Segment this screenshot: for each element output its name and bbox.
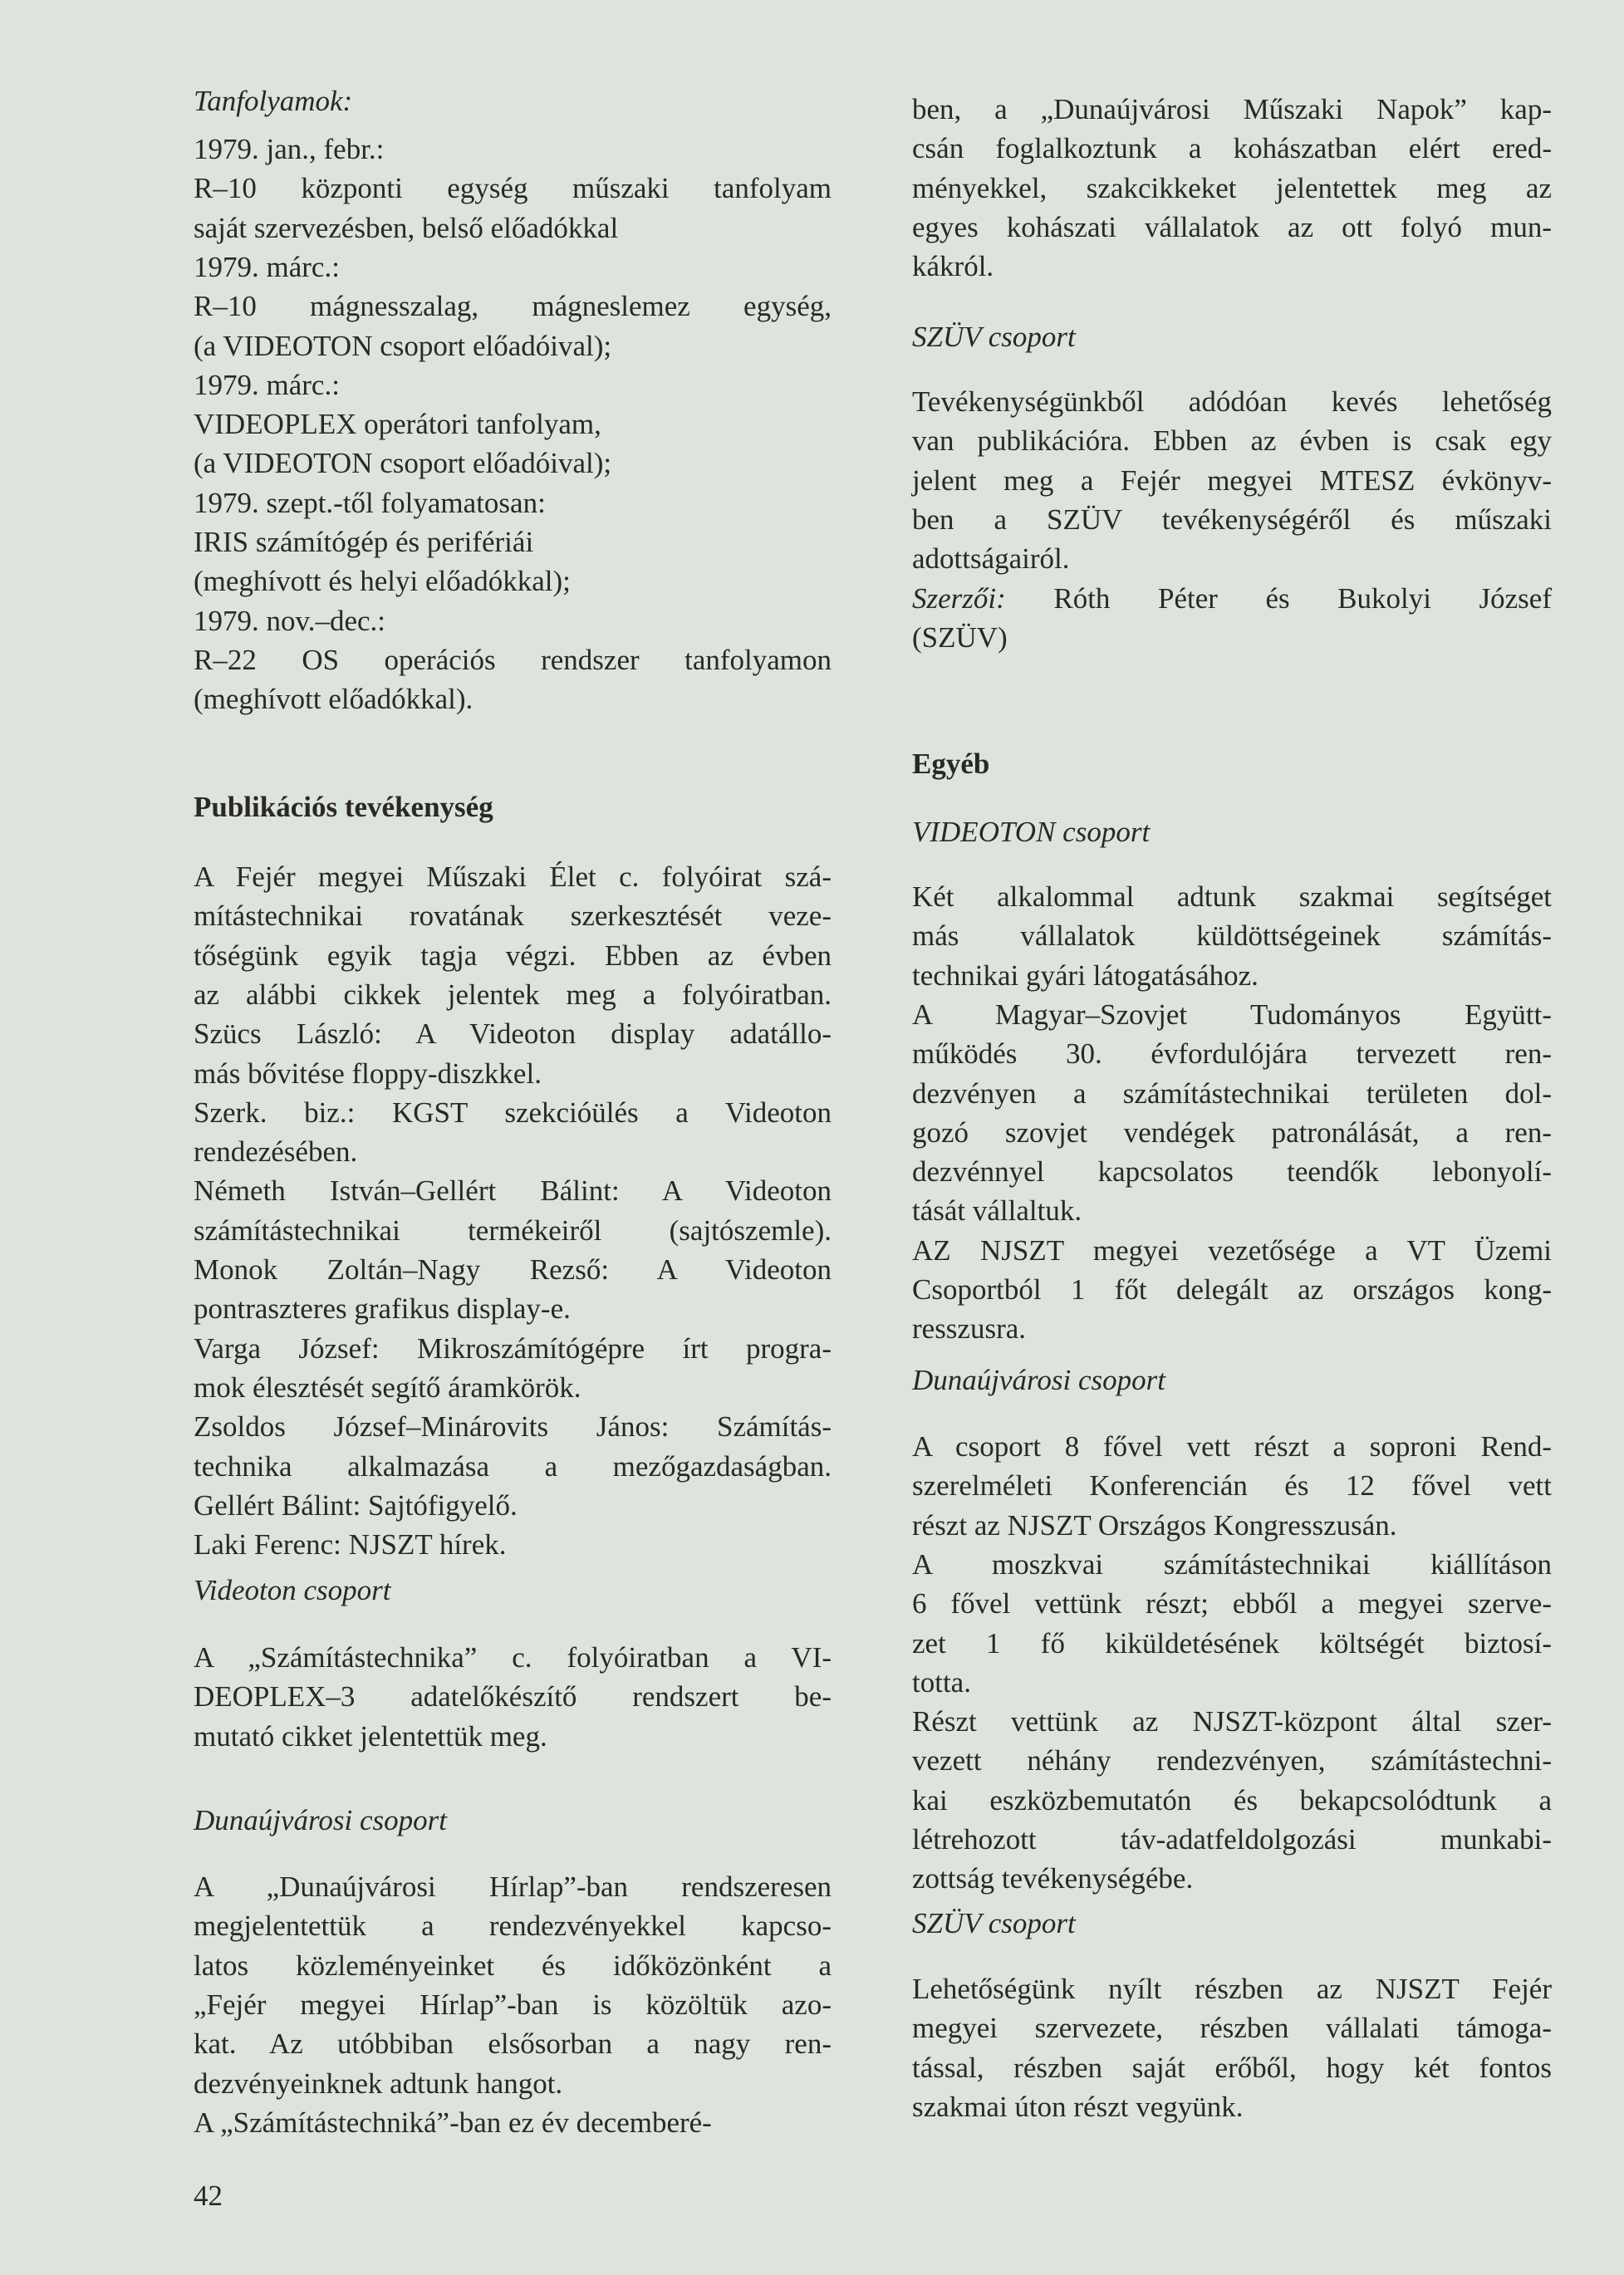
paragraph-line: Lehetőségünk nyílt részben az NJSZT Fejér [912,1973,1552,2005]
paragraph-line: 1979. márc.: [194,368,340,401]
paragraph-line: létrehozott táv-adatfeldolgozási munkabi- [912,1823,1552,1856]
authors-names: Róth Péter és Bukolyi József [1005,581,1552,615]
paragraph-line: A Fejér megyei Műszaki Élet c. folyóirat szá- [194,860,832,893]
paragraph-line: Részt vettünk az NJSZT-központ által szer- [912,1705,1552,1738]
paragraph-line: saját szervezésben, belső előadókkal [194,211,619,244]
paragraph-line: mok élesztését segítő áramkörök. [194,1370,581,1404]
section-heading: Publikációs tevékenység [194,791,493,823]
section-subheading: Videoton csoport [194,1574,391,1606]
paragraph-line: ben a SZÜV tevékenységéről és műszaki [912,503,1552,536]
paragraph-line: A „Dunaújvárosi Hírlap”-ban rendszeresen [194,1871,832,1903]
paragraph-line: (a VIDEOTON csoport előadóival); [194,329,612,362]
paragraph-line: dezvényen a számítástechnikai területen dol- [912,1076,1552,1110]
paragraph-line: rendezésében. [194,1135,358,1169]
paragraph-line: zet 1 fő kiküldetésének költségét biztosí- [912,1626,1552,1660]
section-subheading: SZÜV csoport [912,1907,1076,1939]
paragraph-line: megyei szervezete, részben vállalati támoga- [912,2012,1552,2045]
paragraph-line: (meghívott előadókkal). [194,683,473,716]
section-subheading: Tanfolyamok: [194,85,353,117]
section-heading: Egyéb [912,748,990,780]
paragraph-line: Laki Ferenc: NJSZT hírek. [194,1528,507,1562]
paragraph-line: R–22 OS operációs rendszer tanfolyamon [194,643,832,676]
paragraph-line: Csoportból 1 főt delegált az országos kong- [912,1273,1552,1306]
paragraph-line: más vállalatok küldöttségeinek számítás- [912,919,1552,953]
paragraph-line: szakmai úton részt vegyünk. [912,2090,1244,2123]
paragraph-line: tással, részben saját erőből, hogy két fontos [912,2051,1552,2084]
section-subheading: Dunaújvárosi csoport [194,1804,447,1836]
paragraph-line: latos közleményeinket és időközönként a [194,1949,832,1982]
paragraph-line: Gellért Bálint: Sajtófigyelő. [194,1488,518,1522]
paragraph-line: Szücs László: A Videoton display adatállo- [194,1017,832,1051]
paragraph-line: tőségünk egyik tagja végzi. Ebben az évben [194,939,832,972]
paragraph-line: A moszkvai számítástechnikai kiállításon [912,1547,1552,1581]
paragraph-line: „Fejér megyei Hírlap”-ban is közöltük azo- [194,1988,832,2021]
paragraph-line: resszusra. [912,1312,1027,1346]
paragraph-line: A csoport 8 fővel vett részt a soproni Rend- [912,1430,1552,1463]
paragraph-line: kat. Az utóbbiban elsősorban a nagy ren- [194,2027,832,2061]
authors-affiliation: (SZÜV) [912,620,1008,654]
paragraph-line: tását vállaltuk. [912,1194,1082,1228]
paragraph-line: Varga József: Mikroszámítógépre írt progra- [194,1331,832,1365]
page-number: 42 [194,2179,223,2212]
paragraph-line: AZ NJSZT megyei vezetősége a VT Üzemi [912,1233,1552,1267]
paragraph-line: mítástechnikai rovatának szerkesztését veze- [194,900,832,933]
paragraph-line: 1979. jan., febr.: [194,133,385,165]
paragraph-line: Monok Zoltán–Nagy Rezső: A Videoton [194,1253,832,1286]
section-subheading: VIDEOTON csoport [912,816,1151,848]
paragraph-line: VIDEOPLEX operátori tanfolyam, [194,408,601,441]
paragraph-line: (meghívott és helyi előadókkal); [194,565,571,598]
paragraph-line: Németh István–Gellért Bálint: A Videoton [194,1174,832,1208]
paragraph-line: jelent meg a Fejér megyei MTESZ évkönyv- [912,463,1552,497]
paragraph-line: ben, a „Dunaújvárosi Műszaki Napok” kap- [912,93,1552,125]
section-subheading: Dunaújvárosi csoport [912,1364,1165,1396]
paragraph-line: részt az NJSZT Országos Kongresszusán. [912,1508,1397,1542]
paragraph-line: számítástechnikai termékeiről (sajtószemle). [194,1213,832,1247]
paragraph-line: csán foglalkoztunk a kohászatban elért ered- [912,132,1552,165]
paragraph-line: IRIS számítógép és perifériái [194,526,534,558]
paragraph-line: az alábbi cikkek jelentek meg a folyóiratban. [194,978,832,1011]
paragraph-line: technikai gyári látogatásához. [912,959,1258,992]
paragraph-line: A „Számítástechniká”-ban ez év decemberé- [194,2106,712,2139]
paragraph-line: 6 fővel vettünk részt; ebből a megyei szerve- [912,1587,1552,1620]
paragraph-line: totta. [912,1665,971,1699]
paragraph-line: R–10 központi egység műszaki tanfolyam [194,172,832,205]
paragraph-line: 1979. nov.–dec.: [194,604,386,637]
paragraph-line: Szerk. biz.: KGST szekcióülés a Videoton [194,1096,832,1129]
paragraph-line: mutató cikket jelentettük meg. [194,1719,547,1753]
paragraph-line: vezett néhány rendezvényen, számítástechni- [912,1744,1552,1777]
paragraph-line: 1979. szept.-től folyamatosan: [194,486,546,519]
paragraph-line: dezvényeinknek adtunk hangot. [194,2067,563,2100]
authors-line [912,581,1552,617]
paragraph-line: megjelentettük a rendezvényekkel kapcso- [194,1910,832,1943]
section-subheading: SZÜV csoport [912,321,1076,353]
paragraph-line: pontraszteres grafikus display-e. [194,1292,571,1326]
paragraph-line: működés 30. évfordulójára tervezett ren- [912,1037,1552,1071]
paragraph-line: kákról. [912,250,994,283]
paragraph-line: kai eszközbemutatón és bekapcsolódtunk a [912,1783,1552,1817]
paragraph-line: van publikációra. Ebben az évben is csak egy [912,424,1552,458]
paragraph-line: gozó szovjet vendégek patronálását, a ren- [912,1115,1552,1149]
paragraph-line: R–10 mágnesszalag, mágneslemez egység, [194,290,832,323]
paragraph-line: ményekkel, szakcikkeket jelentettek meg az [912,171,1552,204]
paragraph-line: zottság tevékenységébe. [912,1862,1194,1895]
paragraph-line: egyes kohászati vállalatok az ott folyó mun- [912,210,1552,243]
paragraph-line: A Magyar–Szovjet Tudományos Együtt- [912,998,1552,1031]
paragraph-line: A „Számítástechnika” c. folyóiratban a VI- [194,1641,832,1674]
authors-label: Szerzői: [912,581,1006,615]
paragraph-line: dezvénnyel kapcsolatos teendők lebonyolí- [912,1155,1552,1189]
paragraph-line: Tevékenységünkből adódóan kevés lehetőség [912,385,1552,418]
paragraph-line: Két alkalommal adtunk szakmai segítséget [912,880,1552,913]
paragraph-line: DEOPLEX–3 adatelőkészítő rendszert be- [194,1680,832,1714]
paragraph-line: (a VIDEOTON csoport előadóival); [194,447,612,480]
paragraph-line: adottságairól. [912,542,1070,576]
paragraph-line: technika alkalmazása a mezőgazdaságban. [194,1449,832,1483]
paragraph-line: 1979. márc.: [194,250,340,283]
paragraph-line: Zsoldos József–Minárovits János: Számítás- [194,1410,832,1444]
paragraph-line: szerelméleti Konferencián és 12 fővel vett [912,1469,1552,1503]
paragraph-line: más bővitése floppy-diszkkel. [194,1057,542,1090]
